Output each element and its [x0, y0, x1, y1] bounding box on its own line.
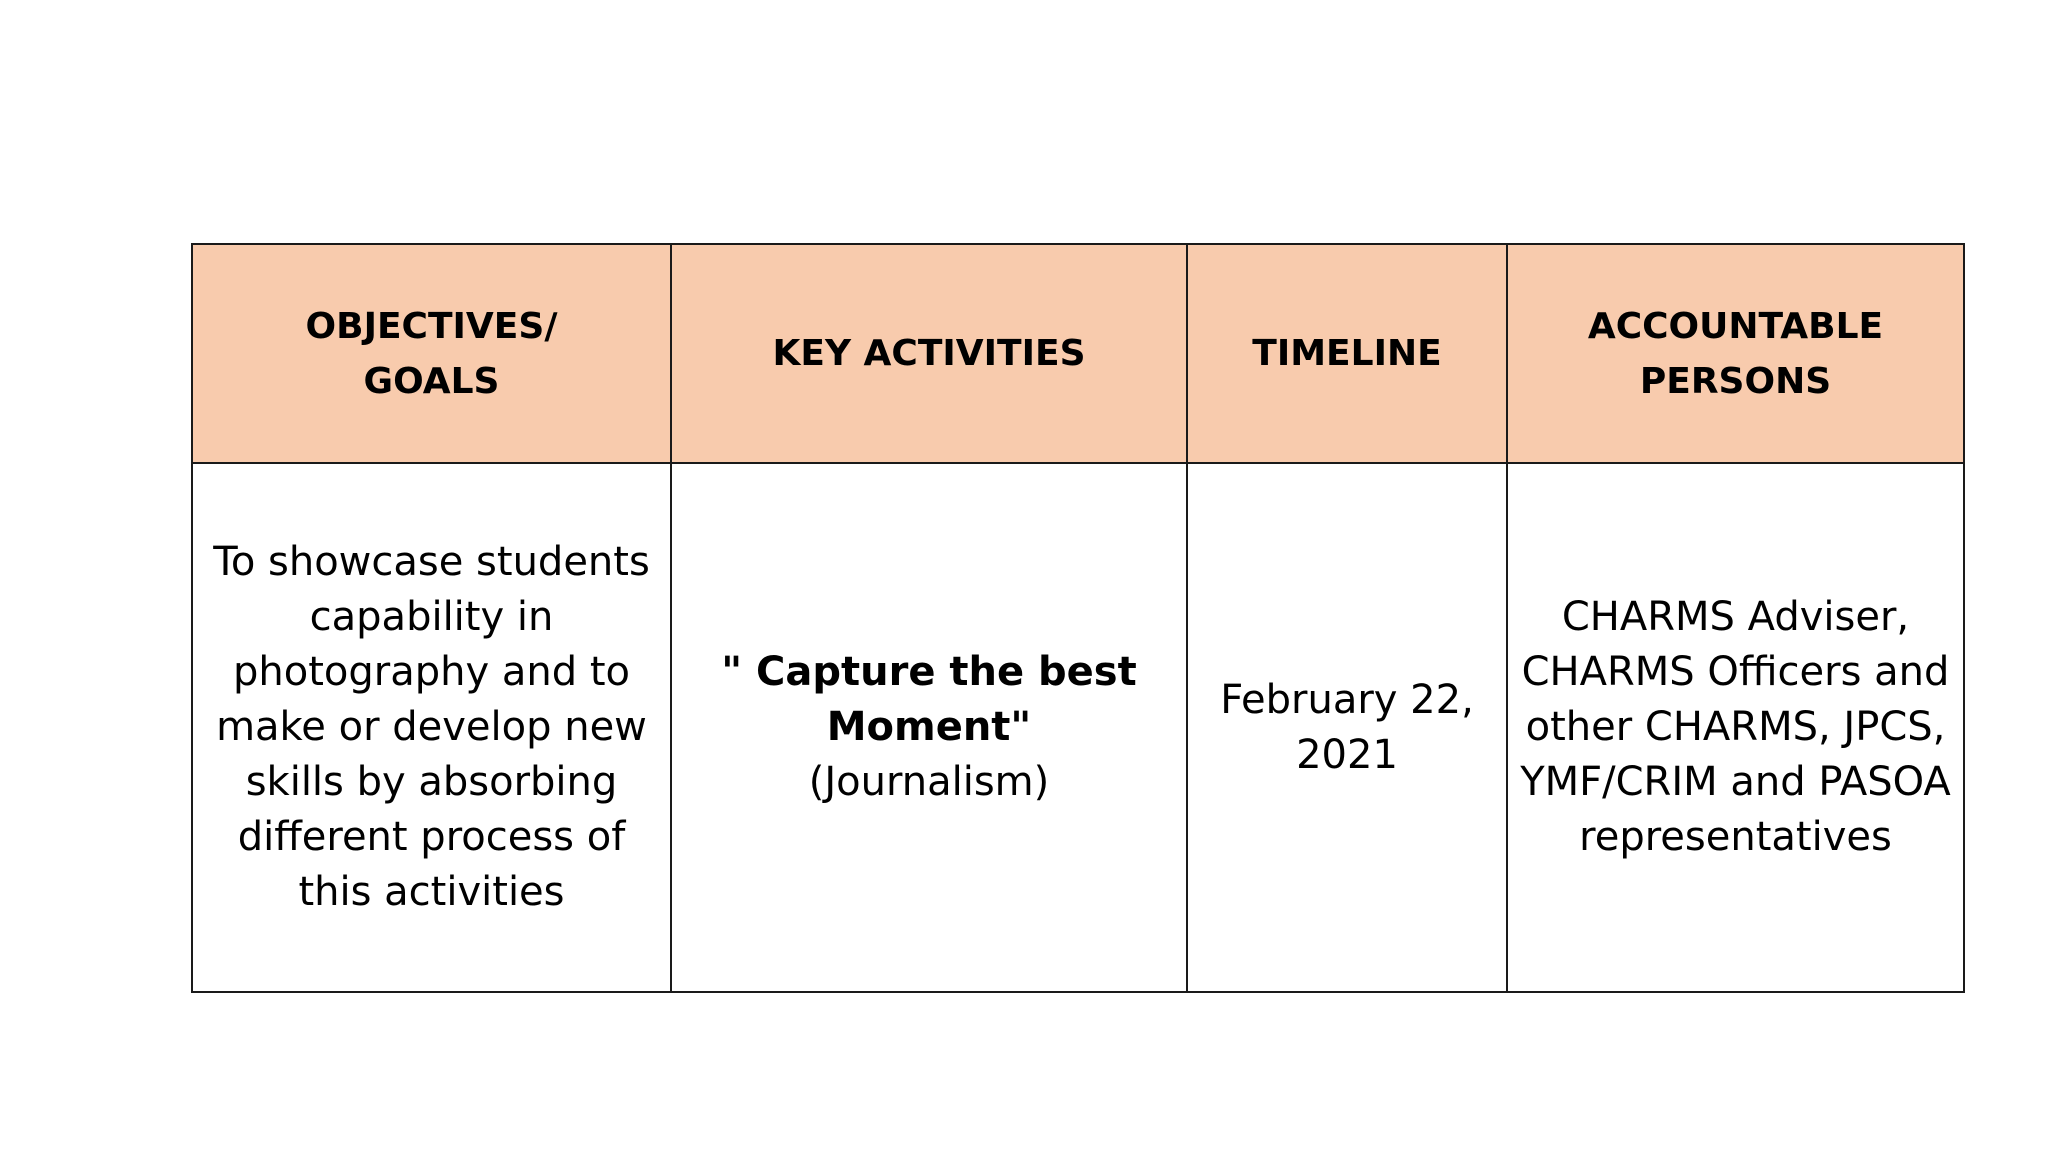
header-row: [192, 244, 1964, 463]
activity-plan-table: [191, 243, 1965, 993]
header-accountable-line1: ACCOUNTABLE: [1587, 305, 1884, 347]
activity-cell: [671, 463, 1187, 992]
activity-subtitle: (Journalism): [808, 759, 1050, 805]
header-timeline: TIMELINE: [1187, 244, 1507, 463]
header-accountable-line2: PERSONS: [1639, 360, 1832, 402]
header-objectives: [192, 244, 671, 463]
activity-title: " Capture the best Moment": [721, 649, 1137, 750]
header-key-activities: KEY ACTIVITIES: [671, 244, 1187, 463]
header-accountable: [1507, 244, 1964, 463]
accountable-cell: CHARMS Adviser, CHARMS Officers and other CHARMS, JPCS, YMF/CRIM and PASOA representatives: [1507, 463, 1964, 992]
objective-cell: To showcase students capability in photography and to make or develop new skills by absorbing different process of this activities: [192, 463, 671, 992]
header-objectives-line2: GOALS: [363, 360, 500, 402]
header-objectives-line1: OBJECTIVES/: [305, 305, 558, 347]
table-row: [192, 463, 1964, 992]
timeline-cell: February 22, 2021: [1187, 463, 1507, 992]
